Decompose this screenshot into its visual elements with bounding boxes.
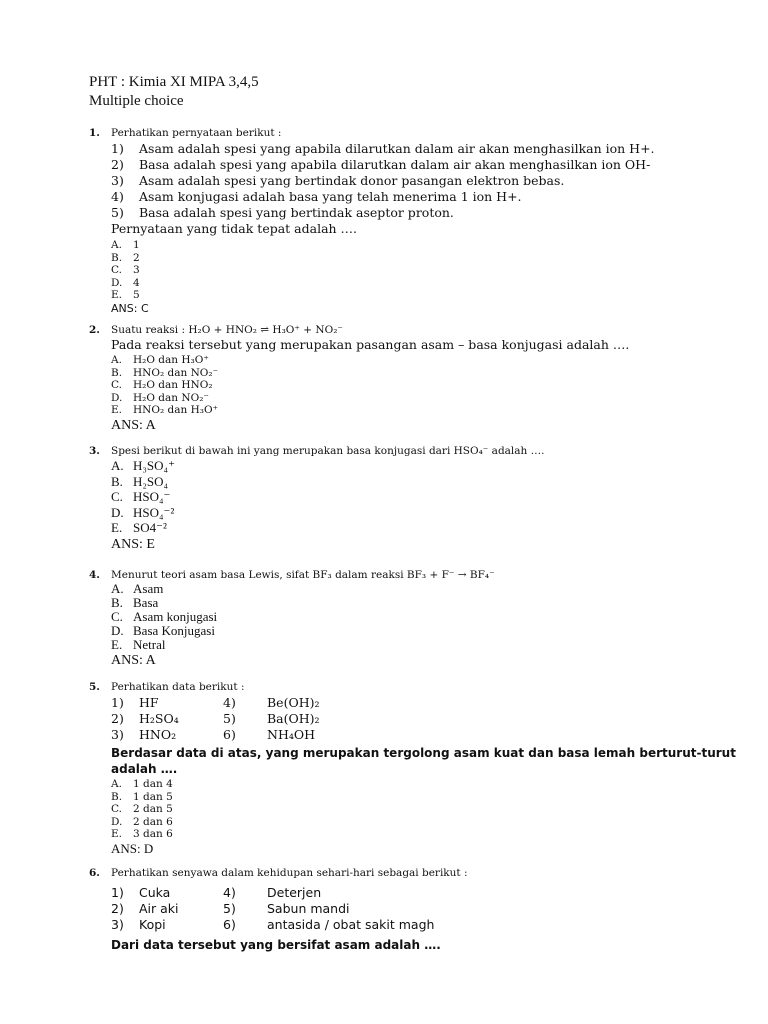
statement-item: 1) Asam adalah spesi yang apabila dilarutkan dalam air akan menghasilkan ion H+. xyxy=(111,141,655,156)
option-item[interactable]: C. HSO₄⁻ xyxy=(111,489,171,504)
option-item[interactable]: B. 2 xyxy=(111,251,140,264)
document-header xyxy=(89,73,259,111)
data-table: 1) HF 4) Be(OH)₂ 2) H₂SO₄ 5) Ba(OH)₂ 3) HNO₂ 6) NH₄OH xyxy=(111,695,320,742)
option-item[interactable]: D. 4 xyxy=(111,276,140,289)
document-subtitle: Multiple choice xyxy=(89,93,184,109)
option-item[interactable]: E. 5 xyxy=(111,289,140,301)
option-item[interactable]: B. H₂SO₄ xyxy=(111,473,169,489)
question-1 xyxy=(89,126,655,316)
question-number: 1. xyxy=(89,127,100,139)
document-title: PHT : Kimia XI MIPA 3,4,5 xyxy=(89,74,259,90)
question-prompt: Pernyataan yang tidak tepat adalah …. xyxy=(111,221,358,236)
option-item[interactable]: C. 2 dan 5 xyxy=(111,803,173,815)
answer-key: ANS: D xyxy=(111,840,154,856)
question-text: Spesi berikut di bawah ini yang merupakan basa konjugasi dari HSO₄⁻ adalah …. xyxy=(111,445,545,457)
option-item[interactable]: D. 2 dan 6 xyxy=(111,815,173,828)
question-text: Perhatikan senyawa dalam kehidupan sehari-hari sebagai berikut : xyxy=(111,867,468,879)
option-item[interactable]: D. Basa Konjugasi xyxy=(111,623,215,638)
option-item[interactable]: C. 3 xyxy=(111,264,140,276)
option-item[interactable]: E. SO4⁻² xyxy=(111,520,167,535)
question-4 xyxy=(89,568,495,669)
option-item[interactable]: A. Asam xyxy=(111,581,164,596)
question-5 xyxy=(89,680,736,856)
question-text: Perhatikan pernyataan berikut : xyxy=(111,127,282,139)
statement-item: 5) Basa adalah spesi yang bertindak aseptor proton. xyxy=(111,205,454,220)
question-number: 2. xyxy=(89,324,100,336)
question-3 xyxy=(89,444,544,553)
question-number: 4. xyxy=(89,569,100,581)
option-item[interactable]: A. 1 dan 4 xyxy=(111,778,173,790)
option-item[interactable]: D. HSO₄⁻² xyxy=(111,504,175,520)
option-list xyxy=(111,458,544,536)
question-2 xyxy=(89,323,629,434)
option-list xyxy=(111,778,736,841)
answer-key: ANS: C xyxy=(111,301,149,315)
option-item[interactable]: B. 1 dan 5 xyxy=(111,790,173,803)
statement-item: 2) Basa adalah spesi yang apabila dilarutkan dalam air akan menghasilkan ion OH- xyxy=(111,157,651,172)
statement-list xyxy=(111,141,655,221)
answer-key: ANS: A xyxy=(111,653,156,668)
question-number: 6. xyxy=(89,867,100,879)
question-number: 3. xyxy=(89,445,100,457)
option-item[interactable]: C. Asam konjugasi xyxy=(111,609,218,624)
answer-key: ANS: A xyxy=(111,417,156,433)
option-item[interactable]: A. 1 xyxy=(111,239,140,251)
option-item[interactable]: B. HNO₂ dan NO₂⁻ xyxy=(111,366,219,379)
option-item[interactable]: A. H₃SO₄⁺ xyxy=(111,458,175,473)
option-item[interactable]: A. H₂O dan H₃O⁺ xyxy=(111,354,209,366)
question-6 xyxy=(89,866,468,953)
option-item[interactable]: C. H₂O dan HNO₂ xyxy=(111,379,213,391)
question-text: Menurut teori asam basa Lewis, sifat BF₃ dalam reaksi BF₃ + F⁻ → BF₄⁻ xyxy=(111,569,495,581)
question-prompt: Pada reaksi tersebut yang merupakan pasangan asam – basa konjugasi adalah …. xyxy=(111,337,630,352)
statement-item: 4) Asam konjugasi adalah basa yang telah menerima 1 ion H+. xyxy=(111,189,522,204)
answer-key: ANS: E xyxy=(111,536,155,552)
option-item[interactable]: E. Netral xyxy=(111,637,166,652)
option-list xyxy=(111,239,655,302)
option-item[interactable]: E. 3 dan 6 xyxy=(111,828,173,840)
data-table: 1) Cuka 4) Deterjen 2) Air aki 5) Sabun mandi 3) Kopi 6) antasida / obat sakit magh xyxy=(111,885,435,932)
option-list xyxy=(111,582,495,652)
option-item[interactable]: D. H₂O dan NO₂⁻ xyxy=(111,391,209,404)
reaction-equation: Suatu reaksi : H₂O + HNO₂ ⇌ H₃O⁺ + NO₂⁻ xyxy=(111,324,343,336)
question-prompt: Berdasar data di atas, yang merupakan tergolong asam kuat dan basa lemah berturut-turut adalah …. xyxy=(111,746,736,776)
question-number: 5. xyxy=(89,681,100,693)
question-text: Perhatikan data berikut : xyxy=(111,681,245,693)
option-item[interactable]: B. Basa xyxy=(111,595,159,610)
statement-item: 3) Asam adalah spesi yang bertindak donor pasangan elektron bebas. xyxy=(111,173,565,188)
option-list xyxy=(111,354,629,417)
question-prompt: Dari data tersebut yang bersifat asam adalah …. xyxy=(111,938,441,952)
option-item[interactable]: E. HNO₂ dan H₃O⁺ xyxy=(111,404,219,416)
